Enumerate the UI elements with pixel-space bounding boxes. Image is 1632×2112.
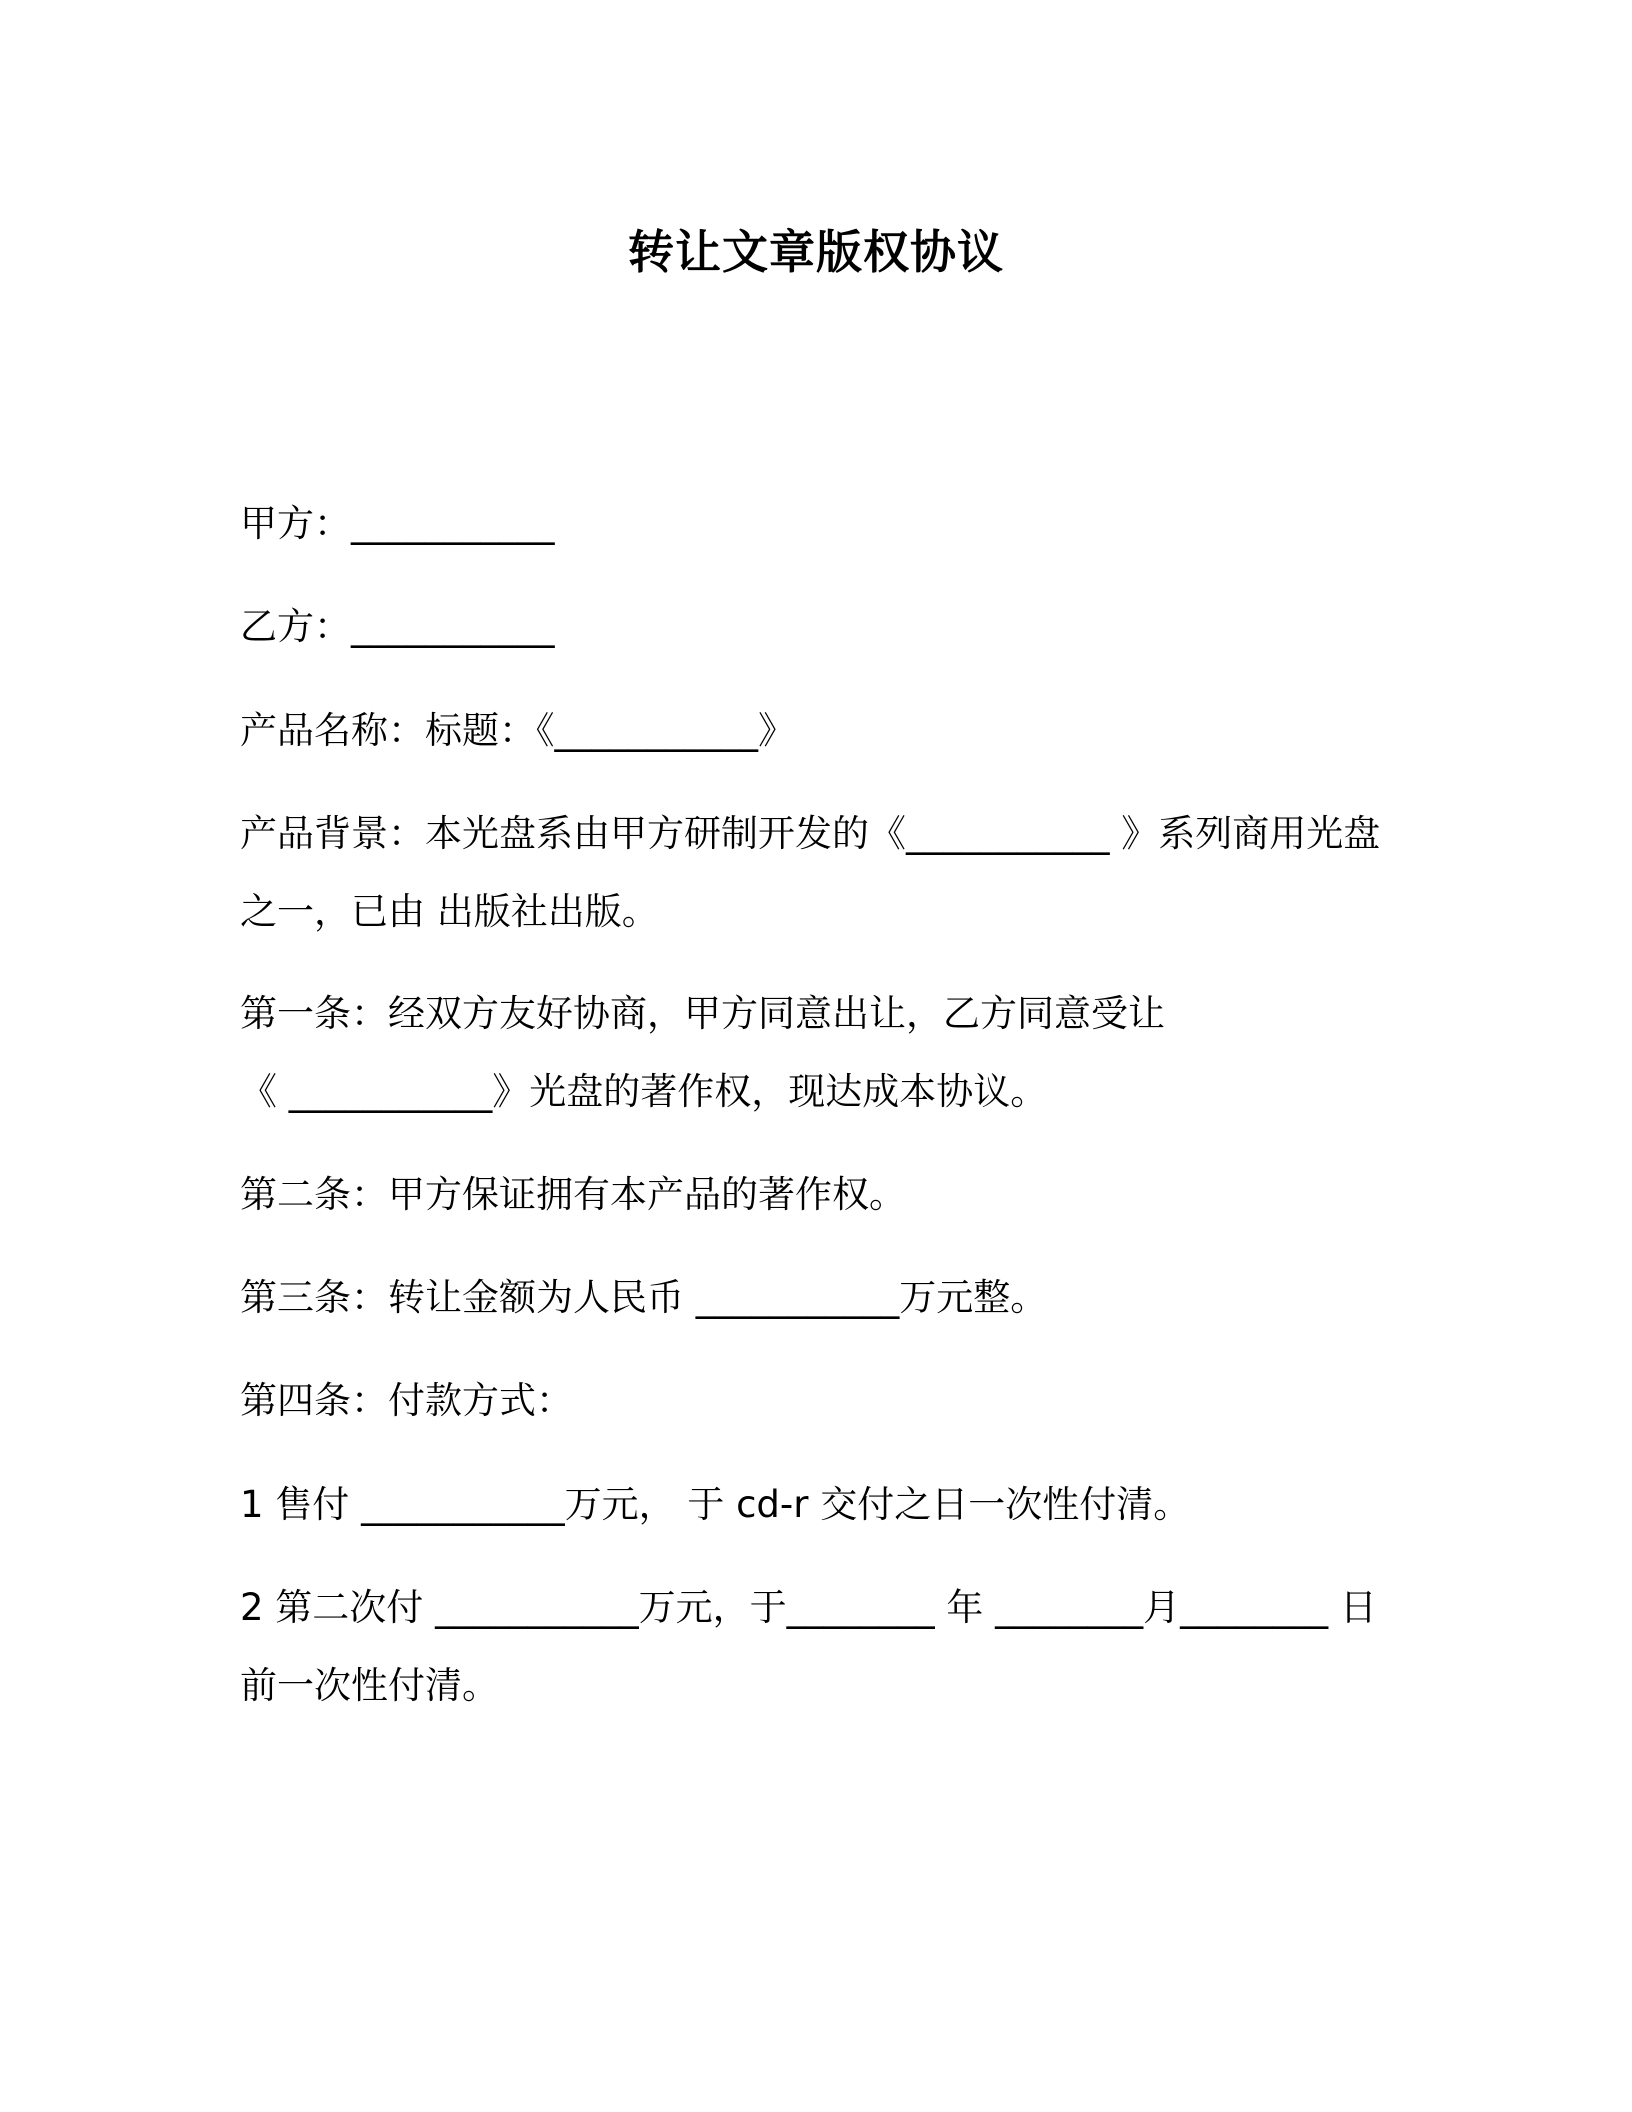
document-title: 转让文章版权协议 [628, 225, 1004, 279]
product-background-paragraph [240, 808, 1410, 938]
payment-item-one [240, 1479, 1410, 1531]
party-a-line [240, 498, 1410, 550]
article-two-line [240, 1169, 1410, 1221]
paragraph-continuation: 之一，已由 出版社出版。 [240, 890, 659, 933]
party-b-line [240, 601, 1410, 653]
article-three-line [240, 1272, 1410, 1324]
product-name-line [240, 705, 1410, 757]
paragraph-text: 甲方：___________ [240, 502, 555, 545]
paragraph-text: 1 售付 ___________万元， 于 cd-r 交付之日一次性付清。 [240, 1483, 1191, 1526]
paragraph-continuation: 前一次性付清。 [240, 1664, 499, 1707]
paragraph-continuation: 《 ___________》光盘的著作权，现达成本协议。 [240, 1070, 1048, 1113]
paragraph-text: 产品名称：标题：《___________》 [240, 709, 795, 752]
paragraph-text: 第三条：转让金额为人民币 ___________万元整。 [240, 1276, 1048, 1319]
article-one-paragraph [240, 988, 1410, 1118]
paragraph-text: 第二条：甲方保证拥有本产品的著作权。 [240, 1173, 906, 1216]
paragraph-text: 第一条：经双方友好协商，甲方同意出让，乙方同意受让 [240, 992, 1165, 1035]
paragraph-text: 2 第二次付 ___________万元，于________ 年 ________月________ 日 [240, 1586, 1377, 1629]
payment-item-two [240, 1582, 1410, 1712]
paragraph-text: 产品背景：本光盘系由甲方研制开发的《___________ 》系列商用光盘 [240, 812, 1381, 855]
paragraph-text: 乙方：___________ [240, 605, 555, 648]
paragraph-text: 第四条：付款方式： [240, 1379, 573, 1422]
article-four-line [240, 1375, 1410, 1427]
